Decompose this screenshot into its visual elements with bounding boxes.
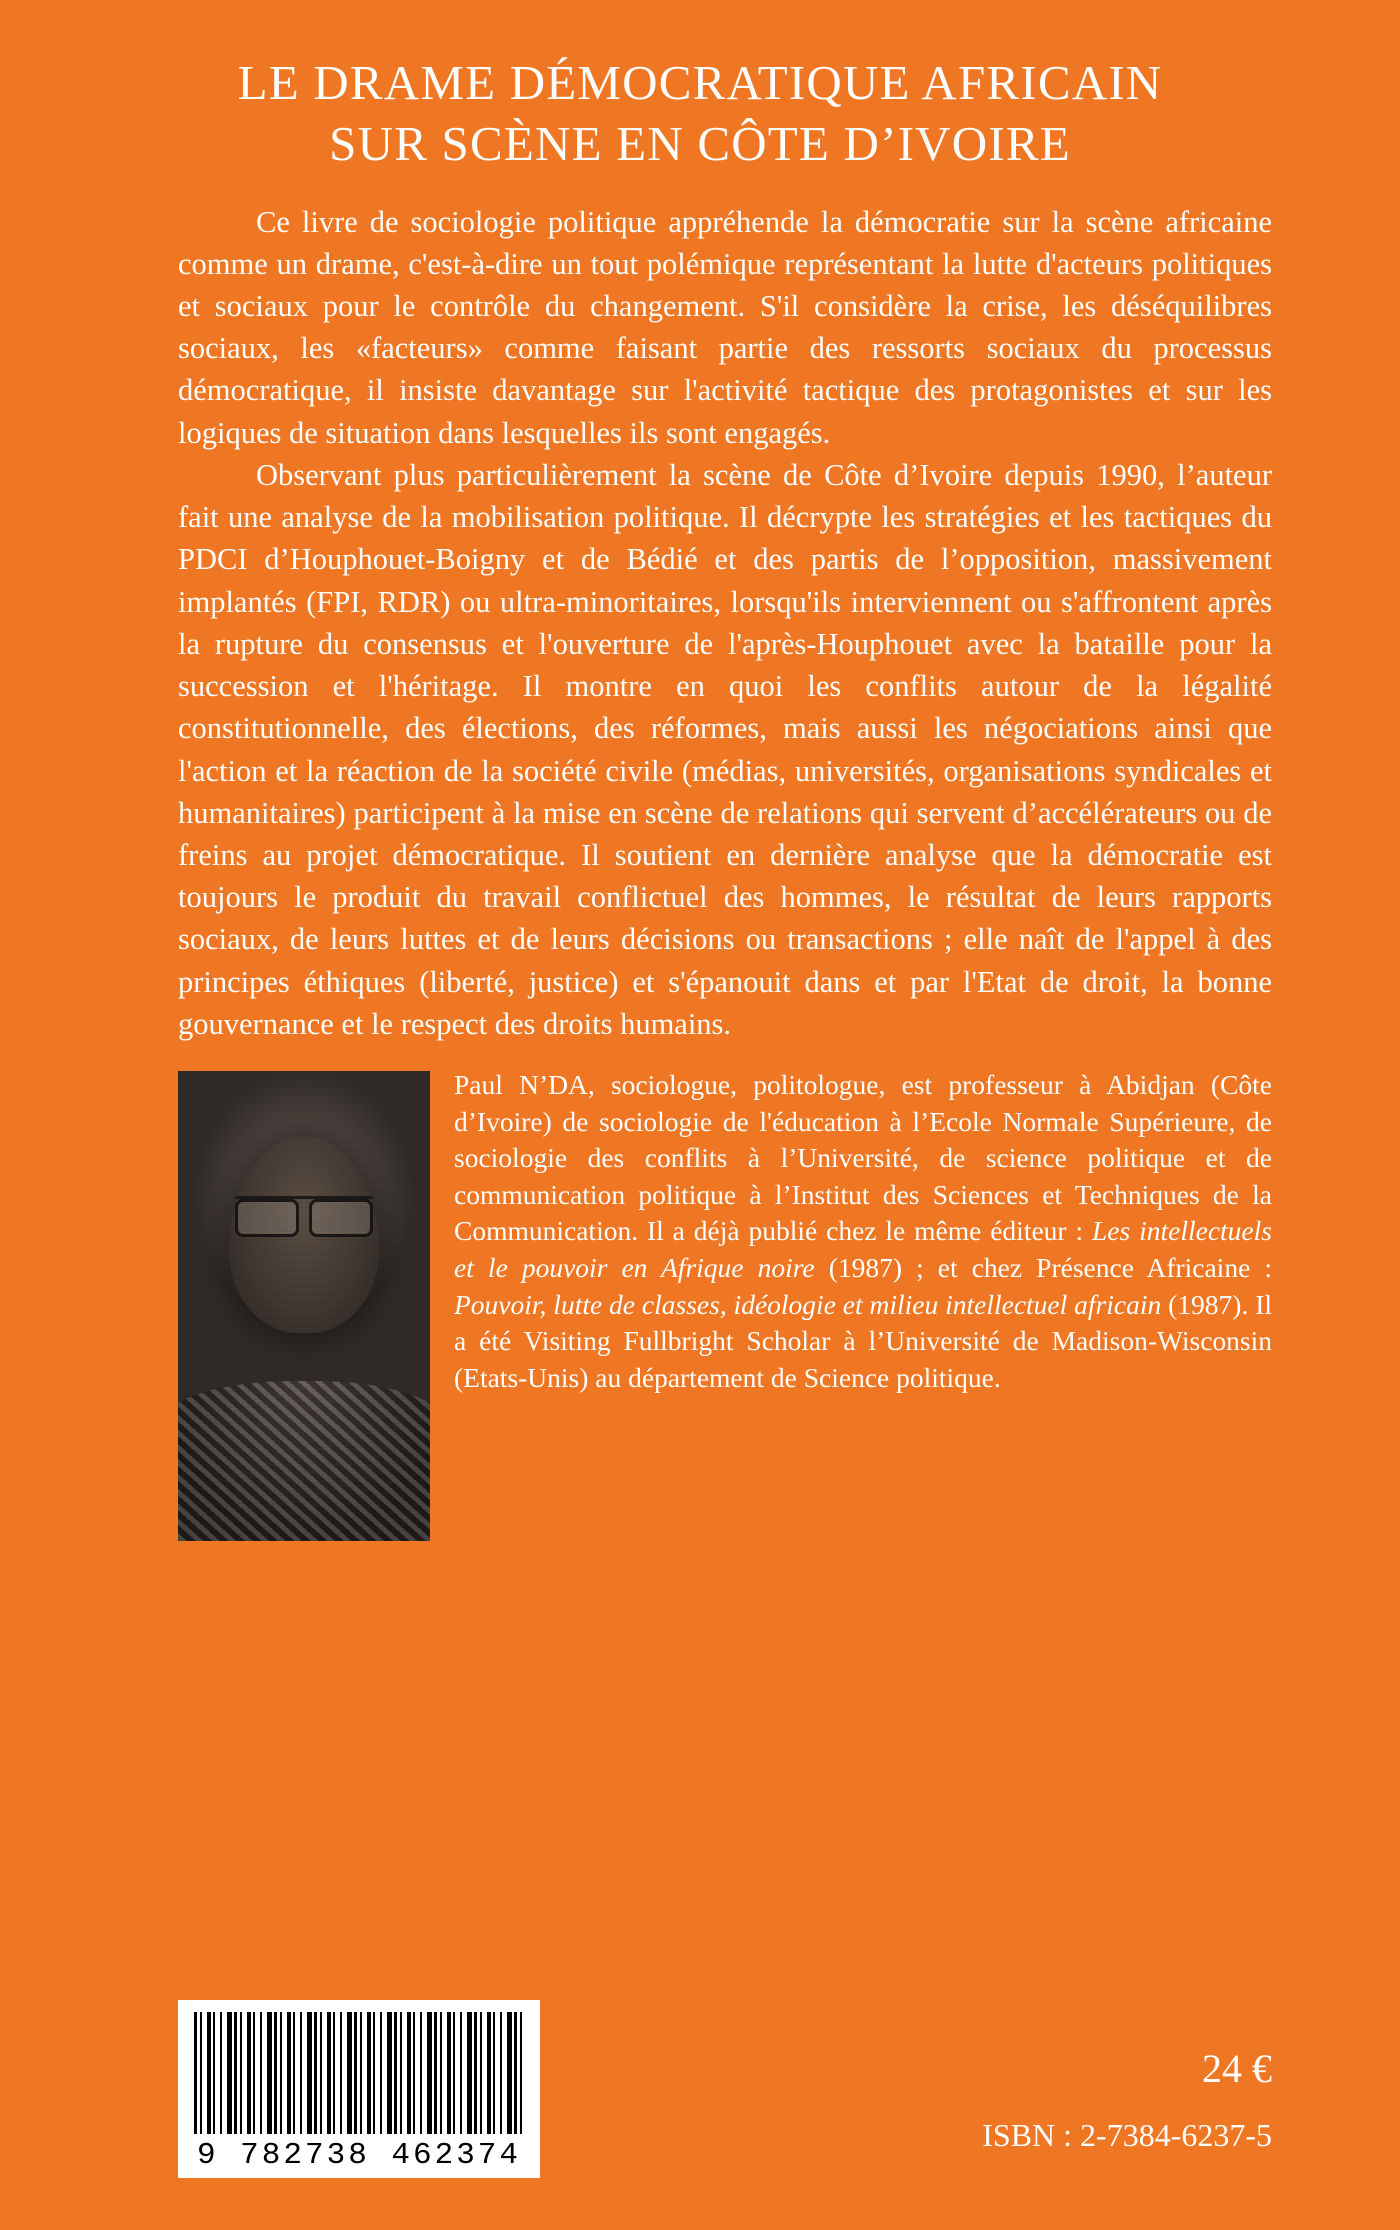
author-bio-title-1: Les intellectuels et le pouvoir en Afrique noire [454,1215,1272,1283]
book-title-line-1: LE DRAME DÉMOCRATIQUE AFRICAIN [237,55,1163,110]
author-section [178,1067,1272,1547]
author-bio-part-1: Paul N’DA, sociologue, politologue, est professeur à Abidjan (Côte d’Ivoire) de sociologie de l'éducation à l’Ecole Normale Supérieure, de sociologie des conflits à l’Université, de science politique et de communication politique à l’Institut des Sciences et Techniques de la Communication. Il a déjà publié chez le même éditeur : [454,1069,1272,1247]
price-label: 24 € [1202,2046,1272,2091]
author-bio-title-2: Pouvoir, lutte de classes, idéologie et milieu intellectuel africain [454,1288,1162,1320]
author-portrait-photo [178,1071,430,1541]
author-bio-part-2: (1987) ; et chez Présence Africaine : [814,1252,1272,1283]
blurb-paragraph-2: Observant plus particulièrement la scène de Côte d’Ivoire depuis 1990, l’auteur fait une analyse de la mobilisation politique. Il décrypte les stratégies et les tactiques du PDCI d’Houphouet-Boigny et de Bédié et des partis de l’opposition, massivement implantés (FPI, RDR) ou ultra-minoritaires, lorsqu'ils interviennent ou s'affrontent après la rupture du consensus et l'ouverture de l'après-Houphouet avec la bataille pour la succession et l'héritage. Il montre en quoi les conflits autour de la légalité constitutionnelle, des élections, des réformes, mais aussi les négociations ainsi que l'action et la réaction de la société civile (médias, universités, organisations syndicales et humanitaires) participent à la mise en scène de relations qui servent d’accélérateurs ou de freins au projet démocratique. Il soutient en dernière analyse que la démocratie est toujours le produit du travail conflictuel des hommes, le résultat de leurs rapports sociaux, de leurs luttes et de leurs décisions ou transactions ; elle naît de l'appel à des principes éthiques (liberté, justice) et s'épanouit dans et par l'Etat de droit, la bonne gouvernance et le respect des droits humains. [178,457,1272,1041]
barcode-digits: 9 782738 462374 [196,2138,522,2173]
title-block [0,0,1400,175]
blurb-paragraph-1: Ce livre de sociologie politique appréhende la démocratie sur la scène africaine comme un drame, c'est-à-dire un tout polémique représentant la lutte d'acteurs politiques et sociaux pour le contrôle du changement. S'il considère la crise, les déséquilibres sociaux, les «facteurs» comme faisant partie des ressorts sociaux du processus démocratique, il insiste davantage sur l'activité tactique des protagonistes et sur les logiques de situation dans lesquelles ils sont engagés. [178,204,1272,450]
barcode-bars [194,2012,524,2134]
portrait-grain-overlay [178,1071,430,1541]
isbn-label: ISBN : 2-7384-6237-5 [982,2117,1272,2153]
blurb-text [178,201,1272,1046]
author-bio-part-3: (1987). Il a été Visiting Fullbright Scholar à l’Université de Madison-Wisconsin (Etats-Unis) au département de Science politique. [454,1288,1272,1393]
book-title-line-2: SUR SCÈNE EN CÔTE D’IVOIRE [329,116,1071,172]
footer-block [0,1988,1400,2178]
barcode [178,2000,540,2178]
